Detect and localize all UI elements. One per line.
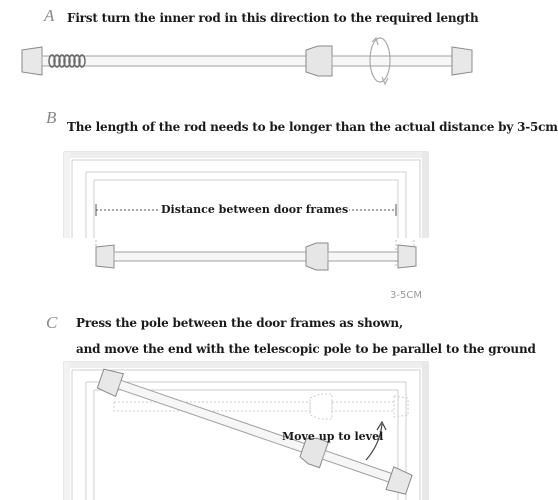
step-b-letter: B [46,108,57,127]
step-a-letter: A [44,6,55,25]
step-b-instruction: The length of the rod needs to be longer than the actual distance by 3-5cm [67,120,558,134]
step-c-instruction-line2: and move the end with the telescopic pole to be parallel to the ground [76,342,536,356]
step-a-instruction: First turn the inner rod in this direction to the required length [67,11,479,25]
gap-label: 3-5CM [390,290,422,301]
move-label: Move up to level [282,430,384,443]
step-c-letter: C [46,313,58,332]
distance-label: Distance between door frames [161,203,349,216]
step-c-instruction-line1: Press the pole between the door frames as shown, [76,316,403,330]
